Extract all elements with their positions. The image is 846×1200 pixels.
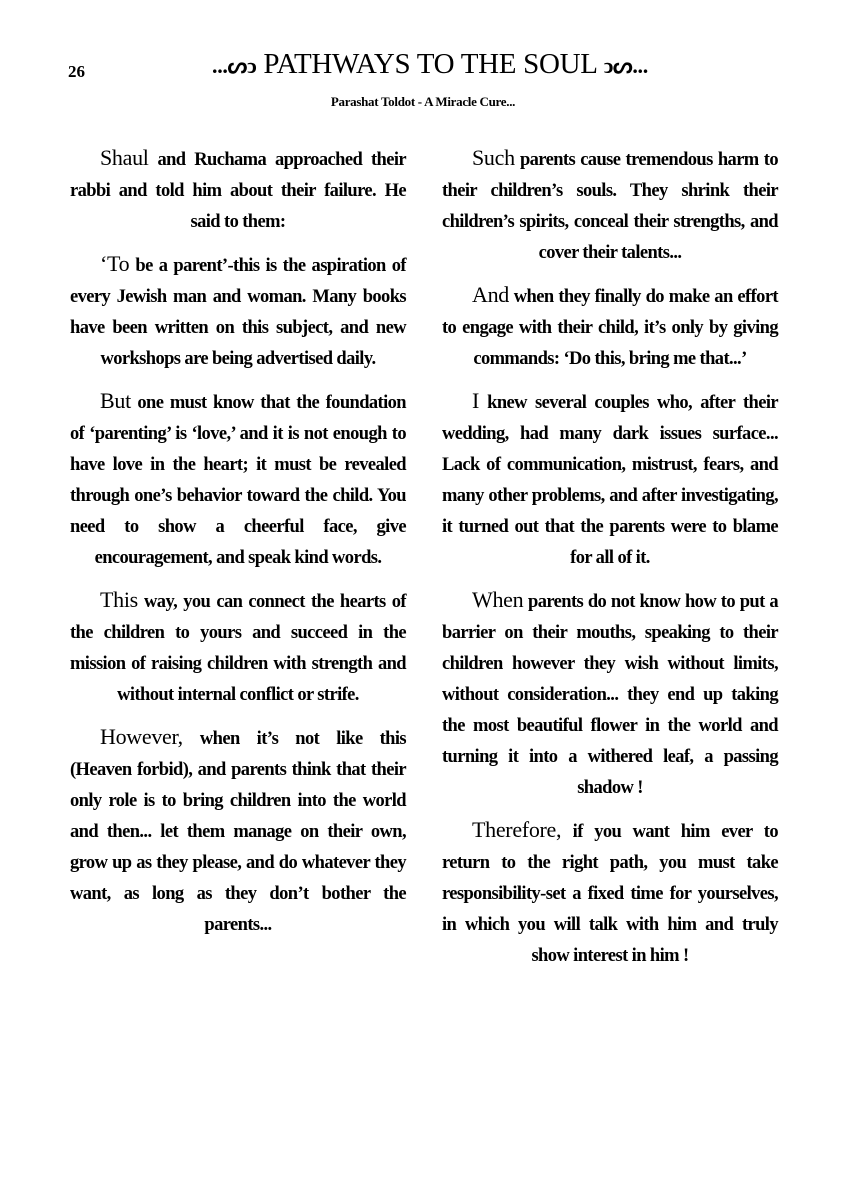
chapter-subtitle: Parashat Toldot - A Miracle Cure...	[330, 94, 516, 109]
lead-word: But	[100, 388, 131, 413]
book-title: PATHWAYS TO THE SOUL	[263, 48, 597, 80]
lead-word: However,	[100, 724, 183, 749]
paragraph-text: and Ruchama approached their rabbi and told him about their failure. He said to them:	[70, 150, 406, 232]
ornament-right-icon: ↄᔕ...	[603, 53, 648, 78]
lead-word: This	[100, 587, 138, 612]
paragraph-text: knew several couples who, after their wedding, had many dark issues surface... Lack of communication, mistrust, fears, and many other problems, and after investigating, it turned out that the parents were to blame for all of it.	[442, 393, 778, 568]
lead-word: Therefore,	[472, 817, 562, 842]
lead-word: Such	[472, 145, 515, 170]
running-title	[130, 48, 730, 81]
lead-word: When	[472, 587, 524, 612]
lead-word: And	[472, 282, 509, 307]
right-column	[442, 142, 778, 982]
paragraph	[442, 584, 778, 804]
paragraph	[442, 385, 778, 574]
ornament-left-icon: ...ᔕↄ	[212, 53, 257, 78]
page-number: 26	[68, 62, 85, 81]
paragraph	[70, 721, 406, 941]
paragraph-text: parents cause tremendous harm to their children’s souls. They shrink their children’s spirits, conceal their strengths, and cover their talents...	[442, 150, 778, 263]
paragraph	[70, 584, 406, 711]
paragraph-text: one must know that the foundation of ‘parenting’ is ‘love,’ and it is not enough to have love in the heart; it must be revealed through one’s behavior toward the child. You need to show a cheerful face, give encouragement, and speak kind words.	[70, 393, 406, 568]
paragraph	[442, 279, 778, 375]
paragraph-text: way, you can connect the hearts of the children to yours and succeed in the mission of raising children with strength and without internal conflict or strife.	[70, 592, 406, 705]
left-column	[70, 142, 406, 951]
lead-word: ‘To	[100, 251, 130, 276]
paragraph	[442, 814, 778, 972]
paragraph	[70, 142, 406, 238]
paragraph-text: when it’s not like this (Heaven forbid), and parents think that their only role is to bring children into the world and then... let them manage on their own, grow up as they please, and do whatever they want, as long as they don’t bother the parents...	[70, 729, 406, 935]
lead-word: Shaul	[100, 145, 149, 170]
paragraph	[442, 142, 778, 269]
paragraph-text: if you want him ever to return to the right path, you must take responsibility-set a fixed time for yourselves, in which you will talk with him and truly show interest in him !	[442, 822, 778, 966]
lead-word: I	[472, 388, 480, 413]
paragraph	[70, 248, 406, 375]
paragraph	[70, 385, 406, 574]
paragraph-text: when they finally do make an effort to engage with their child, it’s only by giving commands: ‘Do this, bring me that...’	[442, 287, 778, 369]
paragraph-text: be a parent’-this is the aspiration of every Jewish man and woman. Many books have been written on this subject, and new workshops are being advertised daily.	[70, 256, 406, 369]
paragraph-text: parents do not know how to put a barrier on their mouths, speaking to their children however they wish without limits, without consideration... they end up taking the most beautiful flower in the world and turning it into a withered leaf, a passing shadow !	[442, 592, 778, 798]
